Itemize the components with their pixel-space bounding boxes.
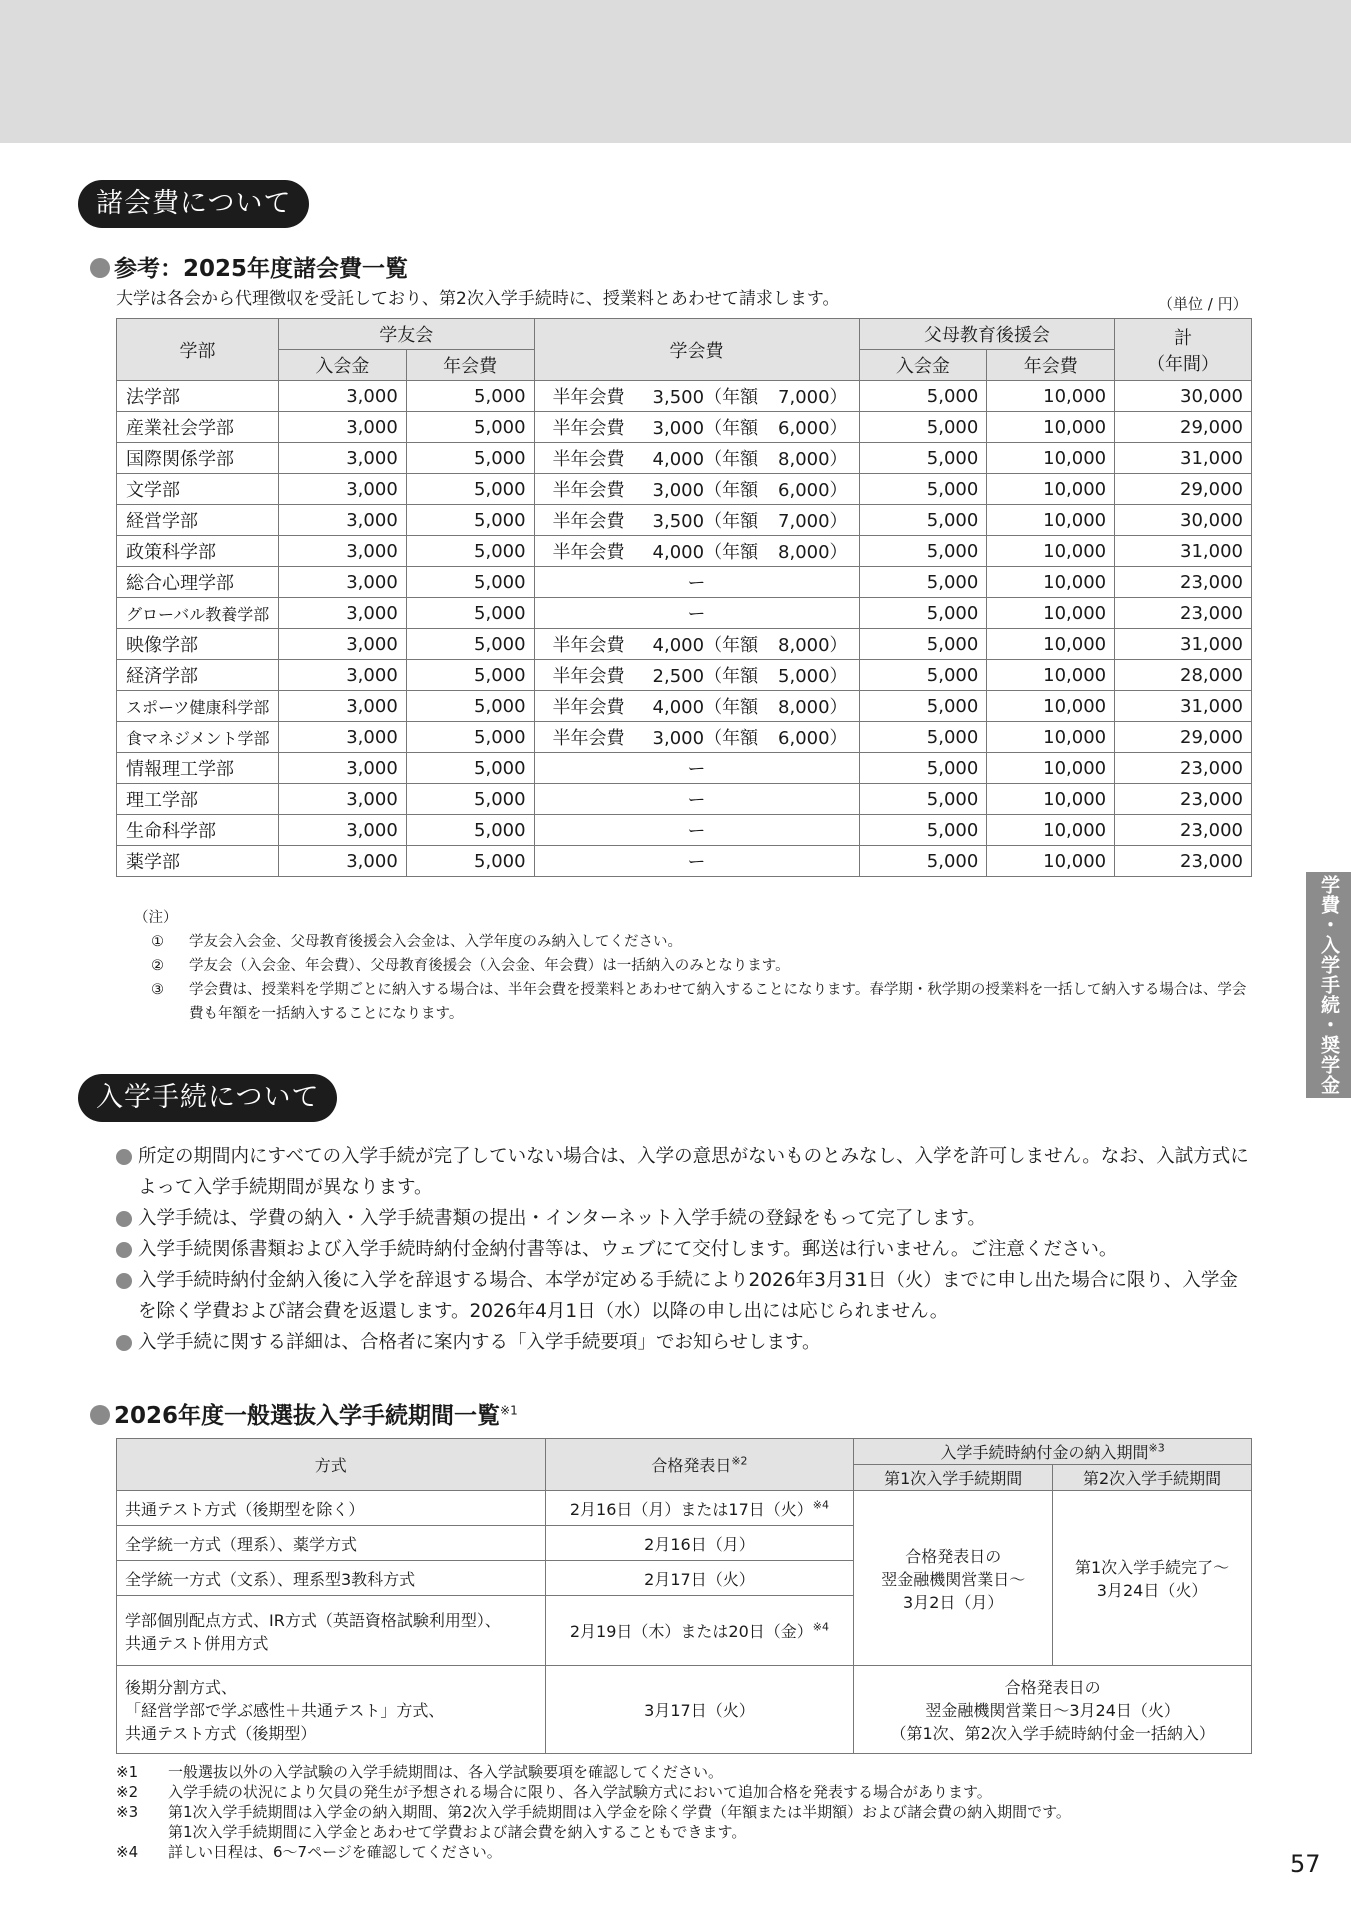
fee-alumni-entry: 3,000: [278, 629, 406, 660]
fee-total: 23,000: [1115, 846, 1252, 877]
footnote-key: ※3: [116, 1803, 139, 1821]
fee-parents-annual: 10,000: [987, 660, 1115, 691]
fee-alumni-entry: 3,000: [278, 815, 406, 846]
cell-line: 3月2日（月）: [903, 1592, 1004, 1612]
fee-total: 30,000: [1115, 505, 1252, 536]
fee-total: 29,000: [1115, 474, 1252, 505]
fee-alumni-annual: 5,000: [406, 691, 534, 722]
th-alumni: 学友会: [278, 319, 534, 350]
fee-alumni-annual: 5,000: [406, 567, 534, 598]
page-number: 57: [1290, 1850, 1321, 1878]
fees-heading: [90, 250, 408, 283]
cell-line: 学部個別配点方式、IR方式（英語資格試験利用型）、: [125, 1610, 501, 1630]
fee-alumni-entry: 3,000: [278, 722, 406, 753]
period-method: [117, 1561, 546, 1596]
cell-line: 3月24日（火）: [1096, 1581, 1208, 1600]
procedure-text: 入学手続に関する詳細は、合格者に案内する「入学手続要項」でお知らせします。: [138, 1332, 821, 1353]
fees-lead: 大学は各会から代理徴収を受託しており、第2次入学手続時に、授業料とあわせて請求します。: [116, 289, 840, 309]
bullet-dot-icon: [116, 1242, 132, 1258]
cell-line: 共通テスト方式（後期型を除く）: [125, 1499, 365, 1519]
fee-alumni-entry: 3,000: [278, 443, 406, 474]
fee-school-half: 3,500（年額: [652, 511, 759, 532]
fee-dept: 理工学部: [117, 784, 279, 815]
fee-notes: [134, 906, 1254, 1026]
fee-total: 23,000: [1115, 567, 1252, 598]
second-period: [1053, 1491, 1252, 1666]
procedure-item: [116, 1265, 1256, 1327]
fee-total: 29,000: [1115, 722, 1252, 753]
th-parents-annual: 年会費: [987, 350, 1115, 381]
fee-parents-entry: 5,000: [859, 412, 987, 443]
th-school: 学会費: [534, 319, 859, 381]
fee-note: [151, 954, 1254, 978]
period-row: [117, 1491, 1252, 1526]
th-first-period: 第1次入学手続期間: [854, 1465, 1053, 1491]
fee-alumni-entry: 3,000: [278, 381, 406, 412]
fee-school-year: 7,000）: [778, 387, 848, 408]
th-alumni-annual: 年会費: [406, 350, 534, 381]
fee-row: [117, 815, 1252, 846]
cell-line: 全学統一方式（文系）、理系型3教科方式: [125, 1569, 416, 1589]
fee-total: 28,000: [1115, 660, 1252, 691]
period-date-text: 2月16日（月）: [644, 1534, 755, 1554]
fee-row: [117, 691, 1252, 722]
fee-table: [116, 318, 1252, 877]
cell-line: 全学統一方式（理系）、薬学方式: [125, 1534, 358, 1554]
fee-alumni-entry: 3,000: [278, 846, 406, 877]
cell-line: 翌金融機関営業日～: [881, 1569, 1026, 1589]
fee-row: [117, 722, 1252, 753]
section-title-fees: 諸会費について: [78, 180, 309, 228]
bullet-dot-icon: [116, 1211, 132, 1227]
period-date: 3月17日（火）: [545, 1666, 854, 1754]
procedure-text: 入学手続は、学費の納入・入学手続書類の提出・インターネット入学手続の登録をもって完了します。: [138, 1208, 986, 1229]
fee-dept: 文学部: [117, 474, 279, 505]
fee-dept: 政策科学部: [117, 536, 279, 567]
fee-row: [117, 784, 1252, 815]
fee-total: 23,000: [1115, 815, 1252, 846]
fee-dept: 映像学部: [117, 629, 279, 660]
fee-school: [534, 381, 859, 412]
bullet-dot-icon: [116, 1335, 132, 1351]
fee-school: [534, 505, 859, 536]
fee-parents-annual: 10,000: [987, 598, 1115, 629]
fee-total: 23,000: [1115, 784, 1252, 815]
period-method: [117, 1491, 546, 1526]
footnote-text: 詳しい日程は、6～7ページを確認してください。: [168, 1843, 502, 1861]
fee-note: [151, 930, 1254, 954]
period-date: [545, 1491, 854, 1526]
cell-line: 翌金融機関営業日～3月24日（火）: [925, 1701, 1180, 1720]
cell-line: 合格発表日の: [1004, 1678, 1101, 1697]
fee-alumni-entry: 3,000: [278, 536, 406, 567]
fee-note-text: 学友会入会金、父母教育後援会入会金は、入学年度のみ納入してください。: [189, 934, 682, 950]
fee-row: [117, 660, 1252, 691]
fee-parents-annual: 10,000: [987, 567, 1115, 598]
fee-alumni-entry: 3,000: [278, 412, 406, 443]
footnote-text: 第1次入学手続期間に入学金とあわせて学費および諸会費を納入することもできます。: [168, 1823, 747, 1841]
fee-alumni-entry: 3,000: [278, 784, 406, 815]
fee-total: 30,000: [1115, 381, 1252, 412]
fee-parents-annual: 10,000: [987, 443, 1115, 474]
fee-alumni-annual: 5,000: [406, 412, 534, 443]
period-method: [117, 1526, 546, 1561]
fee-note-num: ③: [151, 982, 164, 998]
footnote: [116, 1802, 1276, 1822]
fee-school-dash: ー: [534, 567, 859, 598]
period-table: [116, 1438, 1252, 1754]
th-second-period: 第2次入学手続期間: [1053, 1465, 1252, 1491]
fee-school-label: 半年会費: [552, 542, 625, 563]
fee-parents-entry: 5,000: [859, 474, 987, 505]
fee-dept: 法学部: [117, 381, 279, 412]
fee-school-year: 8,000）: [778, 542, 848, 563]
fee-dept: 経済学部: [117, 660, 279, 691]
fee-school-label: 半年会費: [552, 697, 625, 718]
fee-dept: 薬学部: [117, 846, 279, 877]
fee-parents-entry: 5,000: [859, 443, 987, 474]
fee-parents-annual: 10,000: [987, 505, 1115, 536]
fee-parents-annual: 10,000: [987, 412, 1115, 443]
cell-line: 共通テスト併用方式: [125, 1633, 269, 1653]
fee-alumni-entry: 3,000: [278, 753, 406, 784]
fee-parents-entry: 5,000: [859, 567, 987, 598]
fee-parents-entry: 5,000: [859, 381, 987, 412]
fee-school-label: 半年会費: [552, 387, 625, 408]
fee-school-year: 8,000）: [778, 635, 848, 656]
fee-school: [534, 443, 859, 474]
fee-school-dash: ー: [534, 815, 859, 846]
fee-alumni-annual: 5,000: [406, 474, 534, 505]
fee-row: [117, 598, 1252, 629]
fee-parents-entry: 5,000: [859, 846, 987, 877]
th-dept: 学部: [117, 319, 279, 381]
th-alumni-entry: 入会金: [278, 350, 406, 381]
fee-total: 29,000: [1115, 412, 1252, 443]
cell-line: 「経営学部で学ぶ感性＋共通テスト」方式、: [125, 1701, 445, 1720]
fee-total: 31,000: [1115, 629, 1252, 660]
bullet-dot-icon: [116, 1149, 132, 1165]
fee-total: 31,000: [1115, 536, 1252, 567]
fee-parents-entry: 5,000: [859, 660, 987, 691]
fee-alumni-annual: 5,000: [406, 629, 534, 660]
period-method: [117, 1596, 546, 1666]
fee-school-half: 3,000（年額: [652, 728, 759, 749]
period-date: [545, 1561, 854, 1596]
footnote: [116, 1782, 1276, 1802]
fee-row: [117, 381, 1252, 412]
fee-parents-entry: 5,000: [859, 536, 987, 567]
fee-school: [534, 474, 859, 505]
fee-alumni-annual: 5,000: [406, 846, 534, 877]
period-heading: [90, 1397, 518, 1430]
footnote-key: ※1: [116, 1763, 139, 1781]
fee-school-dash: ー: [534, 598, 859, 629]
fee-school-year: 8,000）: [778, 449, 848, 470]
fee-school-dash: ー: [534, 846, 859, 877]
period-method: [117, 1666, 546, 1754]
fee-dept: 情報理工学部: [117, 753, 279, 784]
fees-heading-text: 参考：2025年度諸会費一覧: [114, 256, 409, 282]
procedure-item: [116, 1327, 1256, 1358]
period-heading-text: 2026年度一般選抜入学手続期間一覧: [114, 1403, 501, 1429]
cell-line: 後期分割方式、: [125, 1678, 238, 1697]
fee-alumni-entry: 3,000: [278, 505, 406, 536]
fee-school-dash: ー: [534, 753, 859, 784]
fee-school-label: 半年会費: [552, 666, 625, 687]
procedure-item: [116, 1203, 1256, 1234]
footnote-key: ※4: [116, 1843, 139, 1861]
fee-alumni-annual: 5,000: [406, 381, 534, 412]
cell-line: 第1次入学手続完了～: [1074, 1558, 1230, 1577]
th-parents: 父母教育後援会: [859, 319, 1115, 350]
fee-parents-annual: 10,000: [987, 474, 1115, 505]
first-period: [854, 1491, 1053, 1666]
bullet-dot-icon: [90, 258, 110, 278]
fee-parents-entry: 5,000: [859, 815, 987, 846]
period-heading-mark: ※1: [500, 1403, 518, 1418]
fee-school-label: 半年会費: [552, 511, 625, 532]
fee-dept: 食マネジメント学部: [117, 722, 279, 753]
fee-notes-label: （注）: [134, 910, 178, 926]
fee-parents-annual: 10,000: [987, 722, 1115, 753]
fee-note-num: ②: [151, 958, 164, 974]
fee-dept: 経営学部: [117, 505, 279, 536]
fee-alumni-annual: 5,000: [406, 784, 534, 815]
procedure-item: [116, 1141, 1256, 1203]
period-row-last: [117, 1666, 1252, 1754]
fee-parents-entry: 5,000: [859, 753, 987, 784]
period-date-mark: ※4: [812, 1620, 829, 1634]
fee-parents-entry: 5,000: [859, 505, 987, 536]
fee-parents-entry: 5,000: [859, 629, 987, 660]
combined-period: [854, 1666, 1252, 1754]
fee-alumni-entry: 3,000: [278, 598, 406, 629]
fee-parents-annual: 10,000: [987, 815, 1115, 846]
fee-parents-entry: 5,000: [859, 722, 987, 753]
fee-alumni-annual: 5,000: [406, 443, 534, 474]
th-payment-period: 入学手続時納付金の納入期間$^{※3}$: [854, 1439, 1252, 1465]
fee-parents-annual: 10,000: [987, 629, 1115, 660]
fee-alumni-annual: 5,000: [406, 505, 534, 536]
footnote: [116, 1822, 1276, 1842]
fee-alumni-annual: 5,000: [406, 660, 534, 691]
th-method: 方式: [117, 1439, 546, 1491]
fee-alumni-annual: 5,000: [406, 598, 534, 629]
fee-parents-annual: 10,000: [987, 536, 1115, 567]
fee-parents-annual: 10,000: [987, 784, 1115, 815]
fee-school-year: 8,000）: [778, 697, 848, 718]
fee-school: [534, 412, 859, 443]
footnote-key: ※2: [116, 1783, 139, 1801]
fee-school: [534, 629, 859, 660]
fee-school-half: 4,000（年額: [652, 635, 759, 656]
header-band: [0, 0, 1351, 143]
th-announce-date: 合格発表日$^{※2}$: [545, 1439, 854, 1491]
fee-school-label: 半年会費: [552, 635, 625, 656]
cell-line: （第1次、第2次入学手続時納付金一括納入）: [890, 1724, 1215, 1743]
fee-school-label: 半年会費: [552, 418, 625, 439]
fee-school-half: 4,000（年額: [652, 697, 759, 718]
fee-school-label: 半年会費: [552, 449, 625, 470]
fee-total: 23,000: [1115, 598, 1252, 629]
fee-alumni-entry: 3,000: [278, 660, 406, 691]
fee-school-half: 2,500（年額: [652, 666, 759, 687]
fee-parents-annual: 10,000: [987, 381, 1115, 412]
fee-school: [534, 691, 859, 722]
period-date-text: 2月19日（木）または20日（金）: [569, 1622, 813, 1641]
fee-alumni-annual: 5,000: [406, 753, 534, 784]
fee-school-year: 6,000）: [778, 480, 848, 501]
procedure-item: [116, 1234, 1256, 1265]
bullet-dot-icon: [90, 1405, 110, 1425]
fee-dept: 総合心理学部: [117, 567, 279, 598]
period-date-text: 2月17日（火）: [644, 1569, 755, 1589]
fee-note-text: 学会費は、授業料を学期ごとに納入する場合は、半年会費を授業料とあわせて納入することになります。春学期・秋学期の授業料を一括して納入する場合は、学会費も年額を一括納入することになります。: [189, 982, 1247, 1022]
fee-note-num: ①: [151, 934, 164, 950]
footnote-text: 一般選抜以外の入学試験の入学手続期間は、各入学試験要項を確認してください。: [168, 1763, 724, 1781]
cell-line: 合格発表日の: [905, 1546, 1002, 1566]
fee-alumni-annual: 5,000: [406, 815, 534, 846]
fee-school-half: 4,000（年額: [652, 449, 759, 470]
fee-alumni-annual: 5,000: [406, 536, 534, 567]
footnote: [116, 1842, 1276, 1862]
section-title-procedures: 入学手続について: [78, 1074, 337, 1122]
fee-row: [117, 505, 1252, 536]
fee-alumni-entry: 3,000: [278, 691, 406, 722]
fee-row: [117, 474, 1252, 505]
fee-parents-entry: 5,000: [859, 691, 987, 722]
fee-school: [534, 536, 859, 567]
fee-row: [117, 846, 1252, 877]
fee-total: 31,000: [1115, 691, 1252, 722]
bullet-dot-icon: [116, 1273, 132, 1289]
fee-row: [117, 629, 1252, 660]
fee-school-year: 6,000）: [778, 728, 848, 749]
fee-note: [151, 978, 1254, 1026]
fee-parents-annual: 10,000: [987, 846, 1115, 877]
fee-dept: グローバル教養学部: [117, 598, 279, 629]
fee-parents-annual: 10,000: [987, 753, 1115, 784]
fee-row: [117, 536, 1252, 567]
footnote: [116, 1762, 1276, 1782]
fee-dept: 生命科学部: [117, 815, 279, 846]
footnote-text: 入学手続の状況により欠員の発生が予想される場合に限り、各入学試験方式において追加合格を発表する場合があります。: [168, 1783, 992, 1801]
period-date-mark: ※4: [812, 1498, 829, 1512]
period-date-text: 2月16日（月）または17日（火）: [569, 1499, 813, 1519]
fee-school: [534, 722, 859, 753]
fee-school-dash: ー: [534, 784, 859, 815]
fee-alumni-annual: 5,000: [406, 722, 534, 753]
fee-total: 31,000: [1115, 443, 1252, 474]
procedure-text: 入学手続時納付金納入後に入学を辞退する場合、本学が定める手続により2026年3月31日（火）までに申し出た場合に限り、入学金を除く学費および諸会費を返還します。2026年4月1日（水）以降の申し出には応じられません。: [138, 1270, 1238, 1322]
fee-school-year: 5,000）: [778, 666, 848, 687]
fee-school-year: 7,000）: [778, 511, 848, 532]
fee-school-label: 半年会費: [552, 480, 625, 501]
fee-parents-entry: 5,000: [859, 784, 987, 815]
procedure-text: 入学手続関係書類および入学手続時納付金納付書等は、ウェブにて交付します。郵送は行いません。ご注意ください。: [138, 1239, 1118, 1260]
fee-school-half: 3,500（年額: [652, 387, 759, 408]
fee-school-half: 3,000（年額: [652, 418, 759, 439]
fee-school: [534, 660, 859, 691]
footnotes: [116, 1762, 1276, 1862]
fee-total: 23,000: [1115, 753, 1252, 784]
period-date: [545, 1596, 854, 1666]
fees-unit: （単位 / 円）: [1158, 295, 1248, 313]
fee-row: [117, 412, 1252, 443]
side-tab[interactable]: 学費・入学手続・奨学金: [1306, 872, 1351, 1098]
fee-dept: 国際関係学部: [117, 443, 279, 474]
fee-row: [117, 443, 1252, 474]
fee-parents-annual: 10,000: [987, 691, 1115, 722]
fee-note-text: 学友会（入会金、年会費）、父母教育後援会（入会金、年会費）は一括納入のみとなります。: [189, 958, 790, 974]
th-total: 計 （年間）: [1115, 319, 1252, 381]
period-date: [545, 1526, 854, 1561]
fee-dept: 産業社会学部: [117, 412, 279, 443]
fee-school-label: 半年会費: [552, 728, 625, 749]
procedure-text: 所定の期間内にすべての入学手続が完了していない場合は、入学の意思がないものとみなし、入学を許可しません。なお、入試方式によって入学手続期間が異なります。: [138, 1146, 1249, 1198]
fee-alumni-entry: 3,000: [278, 567, 406, 598]
fee-school-half: 4,000（年額: [652, 542, 759, 563]
fee-row: [117, 567, 1252, 598]
fee-parents-entry: 5,000: [859, 598, 987, 629]
fee-dept: スポーツ健康科学部: [117, 691, 279, 722]
fee-row: [117, 753, 1252, 784]
cell-line: 共通テスト方式（後期型）: [125, 1724, 317, 1743]
th-parents-entry: 入会金: [859, 350, 987, 381]
fee-alumni-entry: 3,000: [278, 474, 406, 505]
procedure-list: [116, 1141, 1256, 1358]
fee-school-year: 6,000）: [778, 418, 848, 439]
fee-school-half: 3,000（年額: [652, 480, 759, 501]
footnote-text: 第1次入学手続期間は入学金の納入期間、第2次入学手続期間は入学金を除く学費（年額または半期額）および諸会費の納入期間です。: [168, 1803, 1071, 1821]
